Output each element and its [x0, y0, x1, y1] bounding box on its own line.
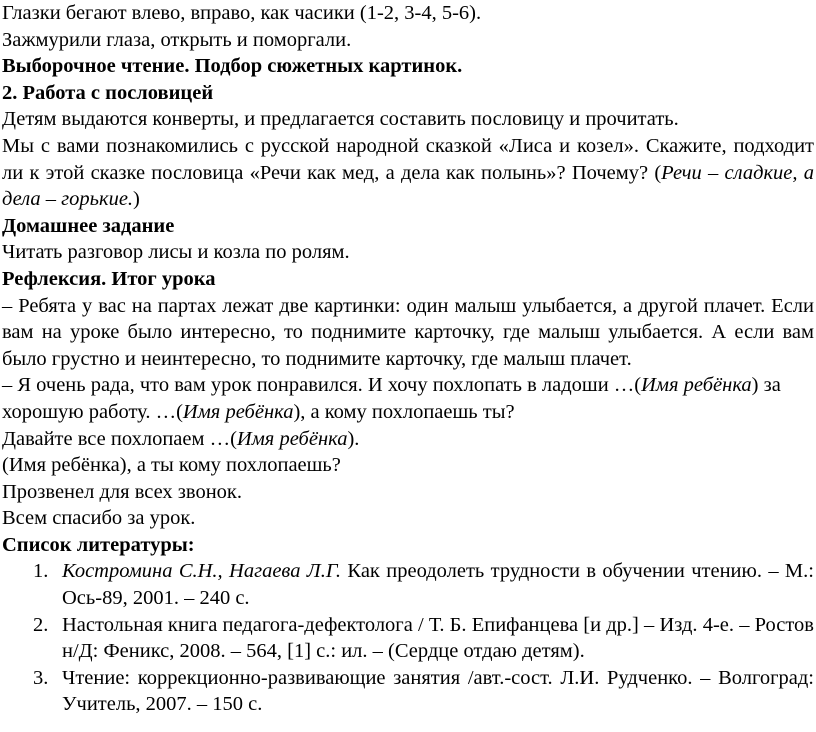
- paragraph-blink: Зажмурили глаза, открыть и поморгали.: [2, 28, 352, 51]
- paragraph-applause-all: Давайте все похлопаем …(Имя ребёнка).: [2, 427, 360, 450]
- paragraph-homework-task: Читать разговор лисы и козла по ролям.: [2, 241, 350, 264]
- reference-item: 2. Настольная книга педагога-дефектолога / Т. Б. Епифанцева [и др.] – Изд. 4-е. – Ростов н/Д: Феникс, 2008. – 564, [1] с.: ил. – (Сердце отдаю детям).: [33, 613, 814, 663]
- heading-references: Список литературы:: [2, 533, 195, 556]
- heading-reflection: Рефлексия. Итог урока: [2, 267, 216, 290]
- paragraph-bell: Прозвенел для всех звонок.: [2, 480, 243, 503]
- paragraph-thanks: Всем спасибо за урок.: [2, 507, 196, 530]
- paragraph-applause: – Я очень рада, что вам урок понравился. И хочу похлопать в ладоши …(Имя ребёнка) за хорошую работу. …(Имя ребёнка), а кому похлопаешь ты?: [2, 374, 781, 423]
- paragraph-envelopes: Детям выдаются конверты, и предлагается составить пословицу и прочитать.: [2, 108, 679, 131]
- heading-selective-reading: Выборочное чтение. Подбор сюжетных картинок.: [2, 55, 463, 78]
- paragraph-reflection-cards: – Ребята у вас на партах лежат две картинки: один малыш улыбается, а другой плачет. Если вам на уроке было интересно, то поднимите карточку, где малыш улыбается. А если вам было грустно и неинтересно, то поднимите карточку, где малыш плачет.: [2, 294, 814, 370]
- paragraph-fairy-tale-question: Мы с вами познакомились с русской народной сказкой «Лиса и козел». Скажите, подходит ли к этой сказке пословица «Речи как мед, а дела как полынь»? Почему? (Речи – сладкие, а дела – горькие.): [2, 134, 814, 211]
- reference-item: 3. Чтение: коррекционно-развивающие занятия /авт.-сост. Л.И. Рудченко. – Волгоград: Учитель, 2007. – 150 с.: [33, 666, 814, 716]
- references-list: [2, 558, 814, 718]
- heading-proverb-work: 2. Работа с пословицей: [2, 81, 214, 104]
- paragraph-child-name: (Имя ребёнка), а ты кому похлопаешь?: [2, 454, 341, 477]
- reference-item: 1. Костромина С.Н., Нагаева Л.Г. Как преодолеть трудности в обучении чтению. – М.: Ось-89, 2001. – 240 с.: [33, 560, 814, 610]
- paragraph-eye-exercise: Глазки бегают влево, вправо, как часики (1-2, 3-4, 5-6).: [2, 2, 482, 24]
- heading-homework: Домашнее задание: [2, 214, 175, 237]
